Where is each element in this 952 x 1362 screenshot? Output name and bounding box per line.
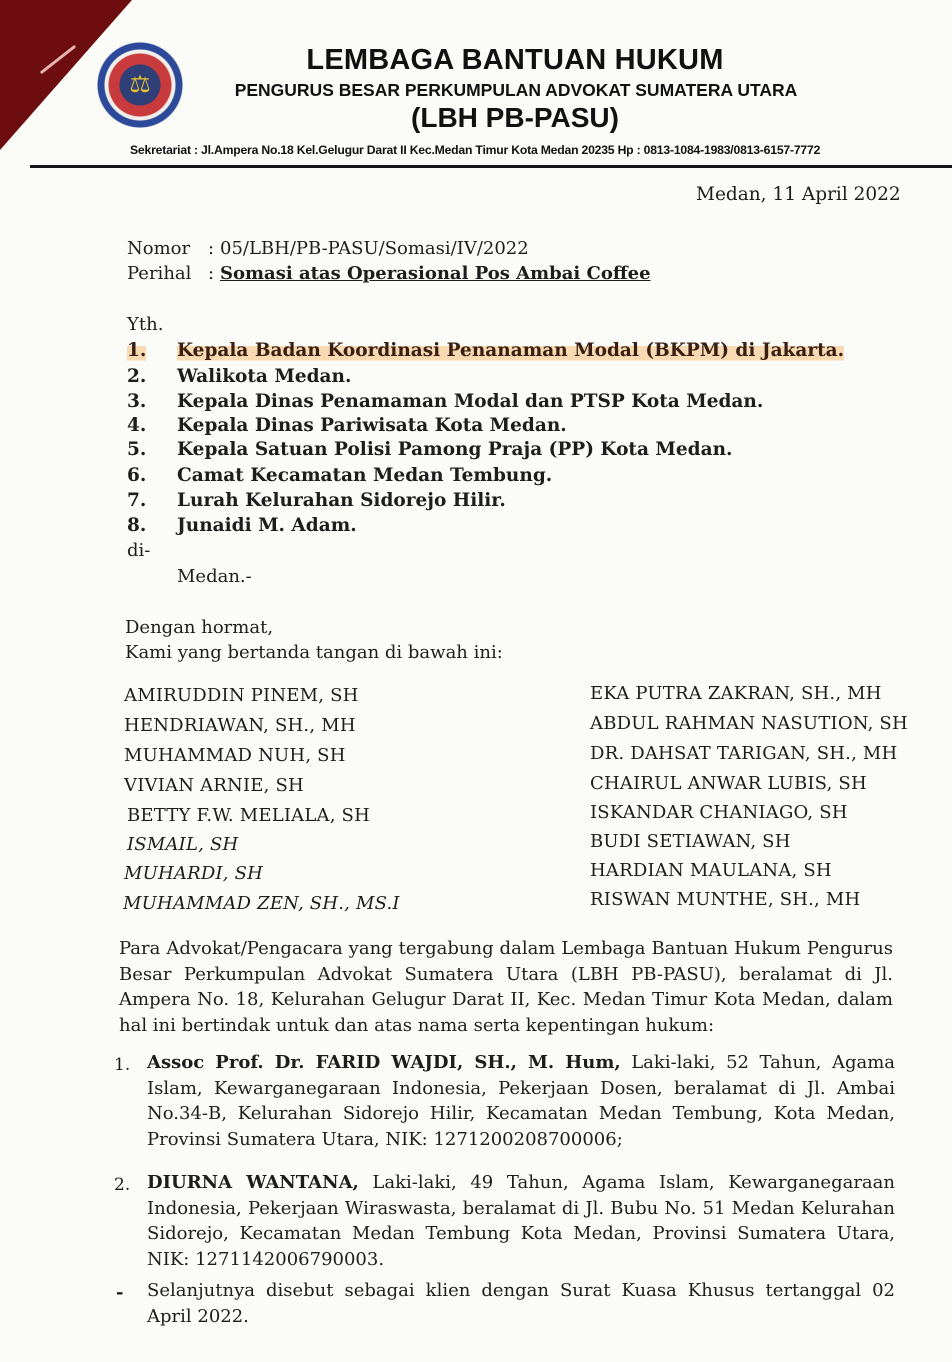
advocate-name: DR. DAHSAT TARIGAN, SH., MH — [590, 743, 898, 764]
recipient-number: 6. — [127, 465, 147, 486]
nomor-colon: : — [208, 238, 215, 259]
advocate-name: BUDI SETIAWAN, SH — [590, 831, 791, 852]
nomor-value: 05/LBH/PB-PASU/Somasi/IV/2022 — [220, 238, 529, 259]
advocate-name: ABDUL RAHMAN NASUTION, SH — [590, 713, 908, 734]
client-entry — [147, 1170, 895, 1272]
greeting: Dengan hormat, — [125, 617, 274, 638]
advocate-name: ISKANDAR CHANIAGO, SH — [590, 802, 848, 823]
recipient-di: di- — [127, 540, 151, 561]
advocate-name: RISWAN MUNTHE, SH., MH — [590, 889, 861, 910]
organization-logo — [97, 40, 183, 130]
recipient-item: Kepala Badan Koordinasi Penanaman Modal (BKPM) di Jakarta. — [177, 340, 845, 361]
recipient-number: 8. — [127, 515, 147, 536]
advocate-name: MUHAMMAD NUH, SH — [124, 745, 346, 766]
client-number: 2. — [114, 1175, 131, 1195]
client-details: Laki-laki, 49 Tahun, Agama Islam, Kewarganegaraan Indonesia, Pekerjaan Wiraswasta, beralamat di Jl. Bubu No. 51 Medan Kelurahan Sidorejo, Kecamatan Medan Tembung Kota Medan, Provinsi Sumatera Utara, NIK: 1271142006790003. — [147, 1172, 895, 1270]
recipient-item: Kepala Dinas Pariwisata Kota Medan. — [177, 415, 567, 436]
client-name: Assoc Prof. Dr. FARID WAJDI, SH., M. Hum, — [147, 1052, 621, 1073]
perihal-label: Perihal — [127, 263, 192, 284]
advocate-name: CHAIRUL ANWAR LUBIS, SH — [590, 773, 867, 794]
recipient-item: Kepala Dinas Penamaman Modal dan PTSP Kota Medan. — [177, 391, 764, 412]
letterhead-abbreviation: (LBH PB-PASU) — [411, 102, 619, 133]
recipient-number: 2. — [127, 366, 147, 387]
letterhead-address: Sekretariat : Jl.Ampera No.18 Kel.Gelugur Darat II Kec.Medan Timur Kota Medan 20235 Hp : 0813-1084-1983/0813-6157-7772 — [130, 143, 821, 157]
advocate-name: EKA PUTRA ZAKRAN, SH., MH — [590, 683, 882, 704]
representation-paragraph: Para Advokat/Pengacara yang tergabung dalam Lembaga Bantuan Hukum Pengurus Besar Perkumpulan Advokat Sumatera Utara (LBH PB-PASU), beralamat di Jl. Ampera No. 18, Kelurahan Gelugur Darat II, Kec. Medan Timur Kota Medan, dalam hal ini bertindak untuk dan atas nama serta kepentingan hukum: — [119, 938, 893, 1036]
scales-of-justice-icon: ⚖ — [129, 70, 151, 98]
advocate-name: MUHAMMAD ZEN, SH., MS.I — [123, 893, 400, 914]
letterhead-divider — [30, 165, 952, 168]
intro-line: Kami yang bertanda tangan di bawah ini: — [125, 642, 503, 663]
recipient-item: Lurah Kelurahan Sidorejo Hilir. — [177, 490, 506, 511]
advocate-name: ISMAIL, SH — [127, 834, 239, 855]
client-name: DIURNA WANTANA, — [147, 1172, 359, 1193]
advocate-name: VIVIAN ARNIE, SH — [124, 775, 304, 796]
recipient-number: 7. — [127, 490, 147, 511]
recipient-item: Kepala Satuan Polisi Pamong Praja (PP) Kota Medan. — [177, 439, 733, 460]
letterhead-title: LEMBAGA BANTUAN HUKUM — [306, 44, 724, 76]
recipient-number: 1. — [127, 340, 147, 361]
recipient-item: Camat Kecamatan Medan Tembung. — [177, 465, 553, 486]
perihal-colon: : — [208, 263, 215, 284]
recipient-item: Junaidi M. Adam. — [177, 515, 357, 536]
advocate-name: AMIRUDDIN PINEM, SH — [124, 685, 359, 706]
recipient-item: Walikota Medan. — [177, 366, 352, 387]
closing-note: Selanjutnya disebut sebagai klien dengan Surat Kuasa Khusus tertanggal 02 April 2022. — [147, 1280, 895, 1327]
advocate-name: HARDIAN MAULANA, SH — [590, 860, 832, 881]
bullet-dash: - — [116, 1282, 124, 1303]
recipient-salutation: Yth. — [127, 314, 164, 335]
advocate-name: BETTY F.W. MELIALA, SH — [127, 805, 370, 826]
client-details: Laki-laki, 52 Tahun, Agama Islam, Kewarganegaraan Indonesia, Pekerjaan Dosen, beralamat di Jl. Ambai No.34-B, Kelurahan Sidorejo Hilir, Kecamatan Medan Tembung, Kota Medan, Provinsi Sumatera Utara, NIK: 1271200208700006; — [147, 1052, 895, 1150]
client-entry — [147, 1050, 895, 1152]
nomor-label: Nomor — [127, 238, 191, 259]
letterhead-subtitle: PENGURUS BESAR PERKUMPULAN ADVOKAT SUMATERA UTARA — [234, 80, 798, 100]
perihal-value: Somasi atas Operasional Pos Ambai Coffee — [220, 263, 651, 284]
letter-date: Medan, 11 April 2022 — [696, 184, 901, 205]
recipient-place: Medan.- — [177, 566, 252, 587]
client-number: 1. — [114, 1055, 131, 1075]
recipient-number: 5. — [127, 439, 147, 460]
recipient-number: 4. — [127, 415, 147, 436]
recipient-number: 3. — [127, 391, 147, 412]
advocate-name: MUHARDI, SH — [124, 863, 264, 884]
advocate-name: HENDRIAWAN, SH., MH — [124, 715, 356, 736]
